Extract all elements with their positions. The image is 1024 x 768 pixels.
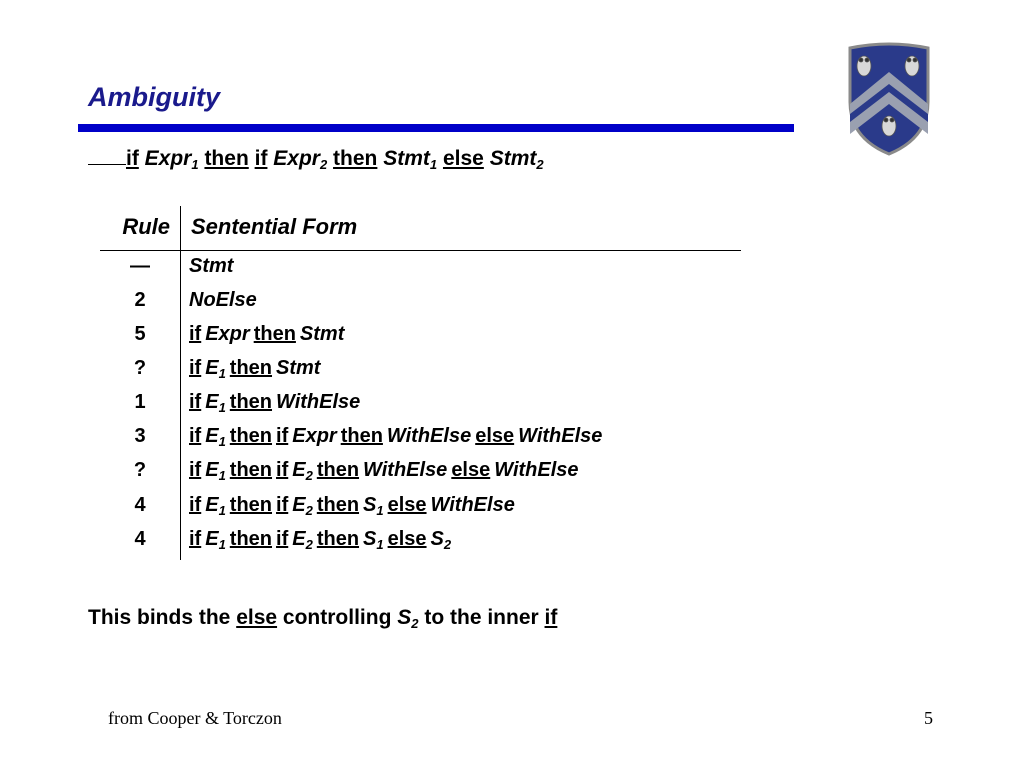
kw-then: then xyxy=(204,147,249,170)
row-form: if $E_1$ then Stmt xyxy=(189,357,321,381)
row-form: NoElse xyxy=(189,289,257,311)
row-rule: 3 xyxy=(134,425,146,447)
row-rule: ? xyxy=(133,357,147,379)
row-rule: 5 xyxy=(134,323,146,345)
row-form: if $E_1$ then if $E_2$ then $S_1$ else $S_2$ xyxy=(189,528,452,552)
binding-note: This binds the else controlling $S_2$ to the inner if xyxy=(88,606,558,631)
row-rule: 4 xyxy=(134,528,146,550)
ambiguous-statement xyxy=(88,146,544,171)
row-form: if Expr then Stmt xyxy=(189,323,345,345)
kw-if: if xyxy=(126,147,139,170)
row-form: if $E_1$ then if Expr then WithElse else WithElse xyxy=(189,425,603,449)
row-form: if $E_1$ then if $E_2$ then $S_1$ else WithElse xyxy=(189,494,515,518)
header-rule: Rule xyxy=(122,214,170,239)
row-rule: — xyxy=(130,255,150,277)
kw-if: if xyxy=(254,147,268,170)
blank-line xyxy=(88,146,126,165)
footer-source: from Cooper & Torczon xyxy=(108,708,282,728)
row-form: Stmt xyxy=(189,255,234,277)
stmt-1: Stmt$_1$ xyxy=(383,147,438,172)
row-form: if $E_1$ then if $E_2$ then WithElse else WithElse xyxy=(189,459,579,483)
kw-else: else xyxy=(442,147,484,170)
slide-title: Ambiguity xyxy=(88,82,220,112)
table-column-divider xyxy=(180,206,181,560)
expr-2: Expr$_2$ xyxy=(273,147,328,172)
expr-1: Expr$_1$ xyxy=(144,147,199,172)
row-rule: ? xyxy=(133,459,147,481)
kw-then: then xyxy=(333,147,378,170)
rice-owl-shield-icon xyxy=(846,42,932,156)
row-rule: 2 xyxy=(134,289,146,311)
page-number: 5 xyxy=(924,708,933,728)
title-divider xyxy=(78,124,794,132)
row-rule: 4 xyxy=(134,494,146,516)
stmt-2: Stmt$_2$ xyxy=(489,147,544,172)
row-form: if $E_1$ then WithElse xyxy=(189,391,361,415)
row-rule: 1 xyxy=(134,391,146,413)
table-header-divider xyxy=(100,250,741,251)
header-sentential-form: Sentential Form xyxy=(191,214,358,239)
